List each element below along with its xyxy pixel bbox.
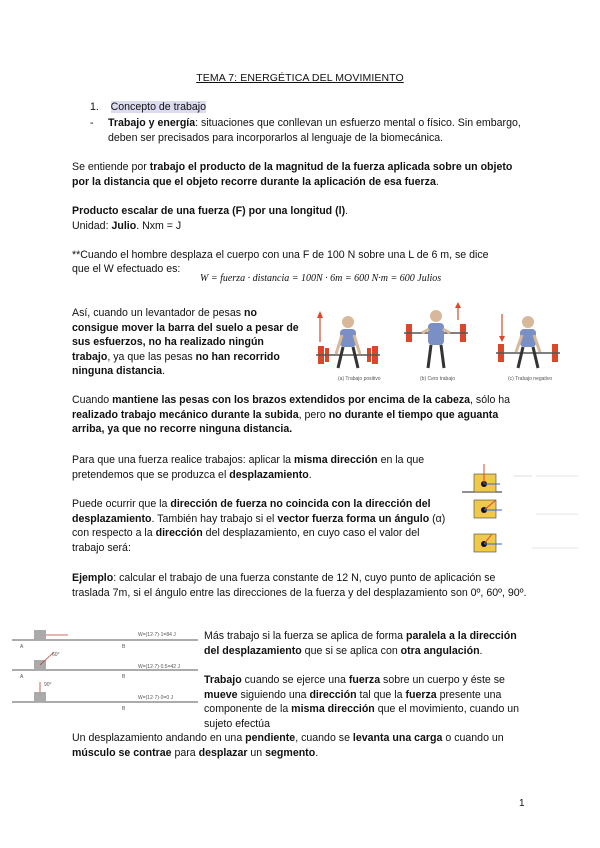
result-60deg: W=(12·7)·0.5=42 J [138, 664, 180, 670]
example-line-2: que el W efectuado es: [72, 263, 181, 275]
last-paragraph: Un desplazamiento andando en una pendiente, cuando se levanta una carga o cuando un músculo se contrae para desplazar un segmento. [72, 732, 504, 759]
weights-paragraph: Así, cuando un levantador de pesas no consigue mover la barra del suelo a pesar de sus esfuerzos, no ha realizado ningún trabajo, ya que las pesas no han recorrido ninguna distancia. [72, 307, 299, 377]
exercise-paragraph: Ejemplo: calcular el trabajo de una fuerza constante de 12 N, cuyo punto de aplicación se traslada 7m, si el ángulo entre las direcciones de la fuerza y del desplazamiento son 0º, 60º, 90º. [72, 572, 527, 599]
scalar-product-line: Producto escalar de una fuerza (F) por una longitud (l). [72, 205, 349, 217]
weightlifter-figure [312, 302, 562, 386]
hold-paragraph: Cuando mantiene las pesas con los brazos extendidos por encima de la cabeza, sólo ha realizado trabajo mecánico durante la subida, pero no durante el tiempo que aguanta arriba, ya que no recorre ninguna distancia. [72, 394, 511, 435]
lifter-a [316, 311, 380, 368]
definition-paragraph: Se entiende por trabajo el producto de la magnitud de la fuerza aplicada sobre un objeto por la distancia que el objeto recorre durante la aplicación de esa fuerza. [72, 161, 513, 188]
caption-a: (a) Trabajo positivo [338, 376, 381, 382]
angle-paragraph: Puede ocurrir que la dirección de fuerza no coincida con la dirección del desplazamiento. También hay trabajo si el vector fuerza forma un ángulo (α) con respecto a la dirección del desplazamiento, en cuyo caso el valor del trabajo será: [72, 498, 446, 554]
angle-90: 90° [44, 682, 52, 688]
work-definition-2: Trabajo cuando se ejerce una fuerza sobre un cuerpo y éste se mueve siguiendo una dirección tal que la fuerza presente una componente de la misma dirección que el movimiento, cuando un sujeto efectúa [204, 674, 520, 730]
svg-text:B: B [122, 706, 126, 712]
exercise-figure [12, 626, 198, 712]
bullet-marker: - [90, 117, 94, 129]
force-block-diagrams [462, 448, 582, 560]
bullet-paragraph: Trabajo y energía: situaciones que conllevan un esfuerzo mental o físico. Sin embargo, deben ser precisados para incorporarlos al lenguaje de la biomecánica. [108, 117, 521, 144]
block-diagram-1 [462, 464, 578, 492]
lifter-b [404, 302, 468, 368]
unit-line: Unidad: Julio. Nxm = J [72, 220, 182, 232]
svg-text:B: B [122, 674, 126, 680]
angle-60: 60° [52, 652, 60, 658]
result-90deg: W=(12·7)·0=0 J [138, 695, 174, 701]
example-line-1: **Cuando el hombre desplaza el cuerpo con una F de 100 N sobre una L de 6 m, se dice [72, 249, 489, 261]
caption-b: (b) Cero trabajo [420, 376, 456, 382]
result-0deg: W=(12·7)·1=84 J [138, 632, 176, 638]
direction-paragraph: Para que una fuerza realice trabajos: aplicar la misma dirección en la que pretendemos que se produzca el desplazamiento. [72, 454, 425, 481]
block-diagram-2 [474, 500, 578, 518]
more-work-paragraph: Más trabajo si la fuerza se aplica de forma paralela a la dirección del desplazamiento que si se aplica con otra angulación. [204, 630, 517, 657]
section-number: 1. [90, 101, 99, 113]
caption-c: (c) Trabajo negativo [508, 376, 553, 382]
section-heading [90, 100, 206, 115]
section-title: Concepto de trabajo [110, 101, 207, 113]
page-number: 1 [519, 798, 525, 809]
svg-text:B: B [122, 644, 126, 650]
block-diagram-3 [474, 534, 578, 552]
svg-text:A: A [20, 644, 24, 650]
lifter-c [496, 314, 560, 368]
page-title: TEMA 7: ENERGÉTICA DEL MOVIMIENTO [196, 72, 404, 84]
work-formula: W = fuerza · distancia = 100N · 6m = 600 N·m = 600 Julios [200, 273, 442, 284]
svg-text:A: A [20, 674, 24, 680]
